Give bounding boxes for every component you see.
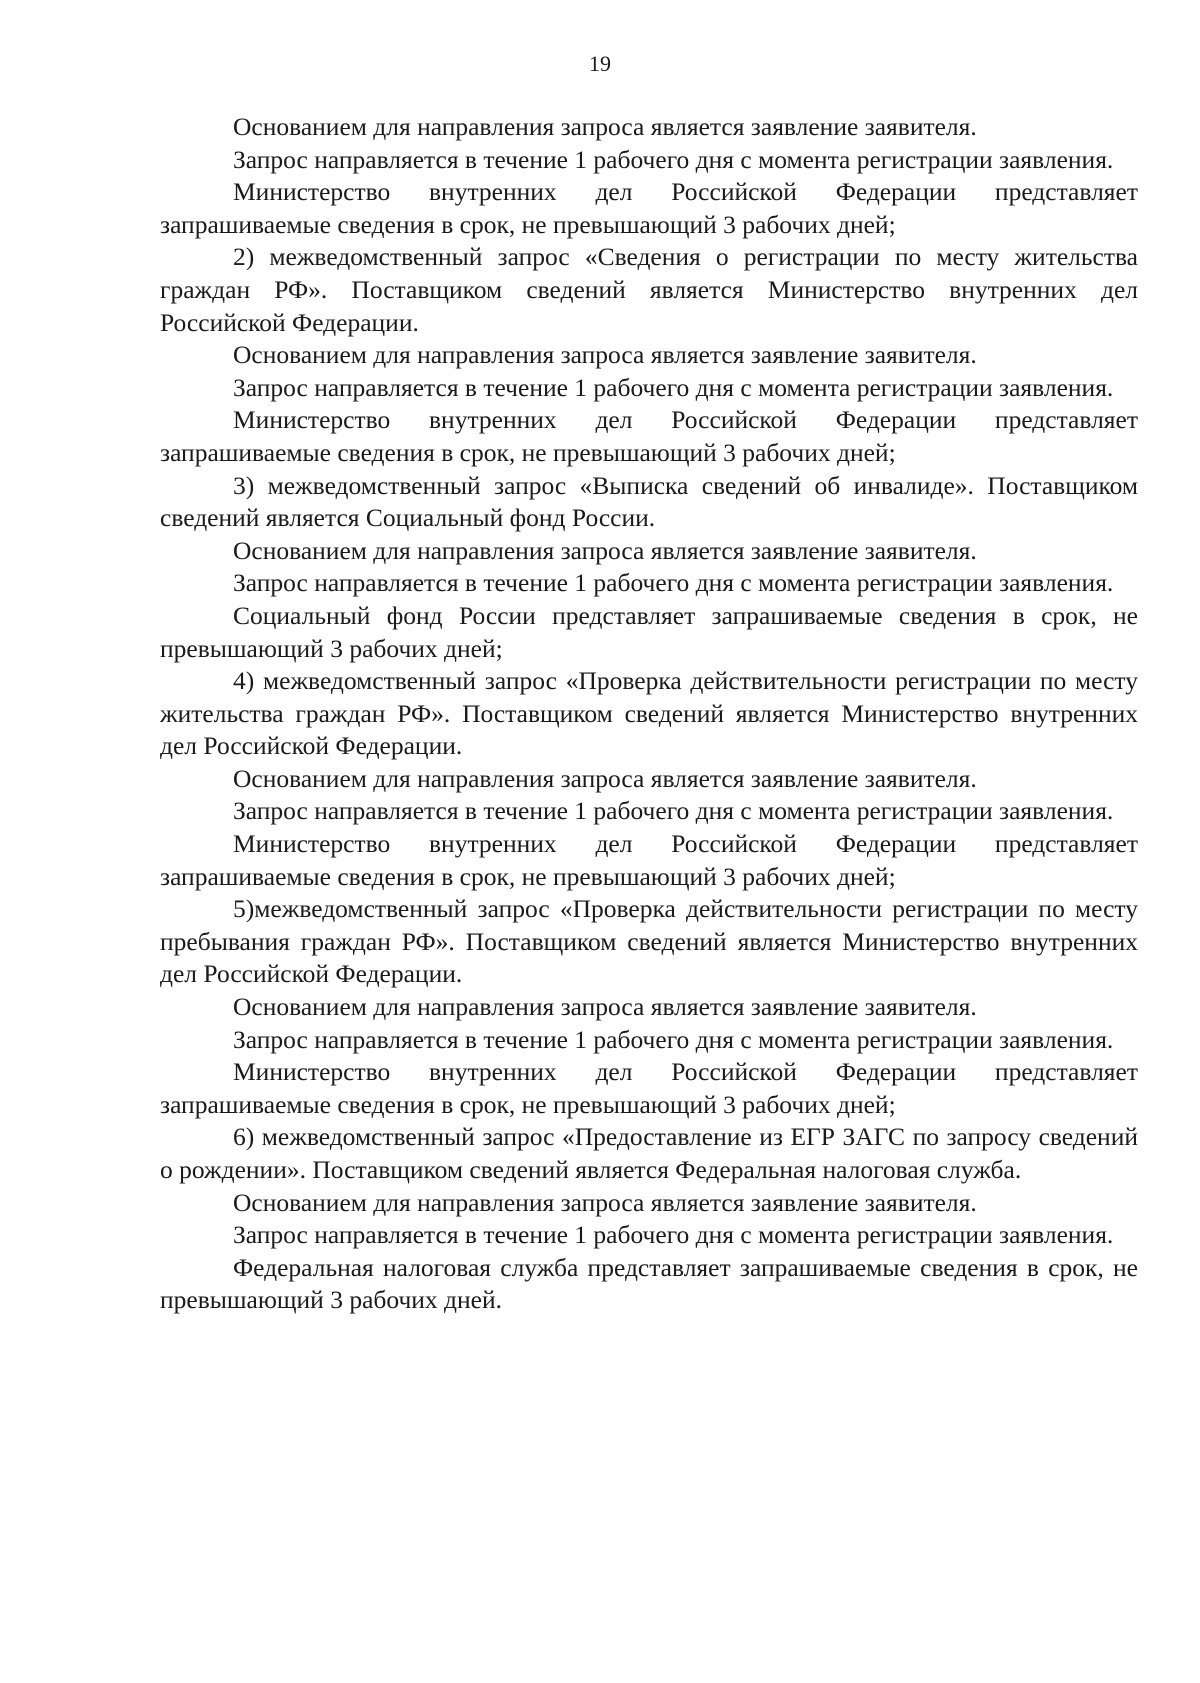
document-body bbox=[160, 111, 1138, 1317]
paragraph: Министерство внутренних дел Российской Федерации представляет запрашиваемые сведения в срок, не превышающий 3 рабочих дней; bbox=[160, 405, 1138, 467]
paragraph: 2) межведомственный запрос «Сведения о регистрации по месту жительства граждан РФ». Поставщиком сведений является Министерство внутренних дел Российской Федерации. bbox=[160, 242, 1138, 337]
paragraph: Запрос направляется в течение 1 рабочего дня с момента регистрации заявления. bbox=[233, 1024, 1114, 1054]
paragraph: Министерство внутренних дел Российской Федерации представляет запрашиваемые сведения в срок, не превышающий 3 рабочих дней; bbox=[160, 177, 1138, 239]
paragraph: Федеральная налоговая служба представляет запрашиваемые сведения в срок, не превышающий 3 рабочих дней. bbox=[160, 1252, 1138, 1315]
paragraph: Запрос направляется в течение 1 рабочего дня с момента регистрации заявления. bbox=[233, 1220, 1114, 1250]
paragraph: Основанием для направления запроса является заявление заявителя. bbox=[233, 992, 977, 1022]
paragraph: Основанием для направления запроса является заявление заявителя. bbox=[233, 340, 977, 370]
paragraph: Основанием для направления запроса является заявление заявителя. bbox=[233, 112, 977, 141]
paragraph: Основанием для направления запроса является заявление заявителя. bbox=[233, 1187, 977, 1217]
paragraph: Основанием для направления запроса является заявление заявителя. bbox=[233, 763, 977, 793]
paragraph: Социальный фонд России представляет запрашиваемые сведения в срок, не превышающий 3 рабочих дней; bbox=[160, 600, 1138, 663]
paragraph: 4) межведомственный запрос «Проверка действительности регистрации по месту жительства граждан РФ». Поставщиком сведений является Министерство внутренних дел Российской Федерации. bbox=[160, 666, 1138, 761]
paragraph: Запрос направляется в течение 1 рабочего дня с момента регистрации заявления. bbox=[233, 796, 1114, 826]
paragraph: Министерство внутренних дел Российской Федерации представляет запрашиваемые сведения в срок, не превышающий 3 рабочих дней; bbox=[160, 829, 1138, 891]
paragraph: Министерство внутренних дел Российской Федерации представляет запрашиваемые сведения в срок, не превышающий 3 рабочих дней; bbox=[160, 1057, 1138, 1119]
paragraph: Запрос направляется в течение 1 рабочего дня с момента регистрации заявления. bbox=[233, 144, 1114, 174]
paragraph: Запрос направляется в течение 1 рабочего дня с момента регистрации заявления. bbox=[233, 372, 1114, 402]
paragraph: Основанием для направления запроса является заявление заявителя. bbox=[233, 535, 977, 565]
paragraph: 6) межведомственный запрос «Предоставление из ЕГР ЗАГС по запросу сведений о рождении». Поставщиком сведений является Федеральная налоговая служба. bbox=[160, 1122, 1138, 1184]
paragraph: Запрос направляется в течение 1 рабочего дня с момента регистрации заявления. bbox=[233, 568, 1114, 598]
paragraph: 3) межведомственный запрос «Выписка сведений об инвалиде». Поставщиком сведений является Социальный фонд России. bbox=[160, 470, 1138, 533]
paragraph: 5)межведомственный запрос «Проверка действительности регистрации по месту пребывания граждан РФ». Поставщиком сведений является Министерство внутренних дел Российской Федерации. bbox=[160, 894, 1138, 989]
page-number: 19 bbox=[589, 51, 611, 76]
